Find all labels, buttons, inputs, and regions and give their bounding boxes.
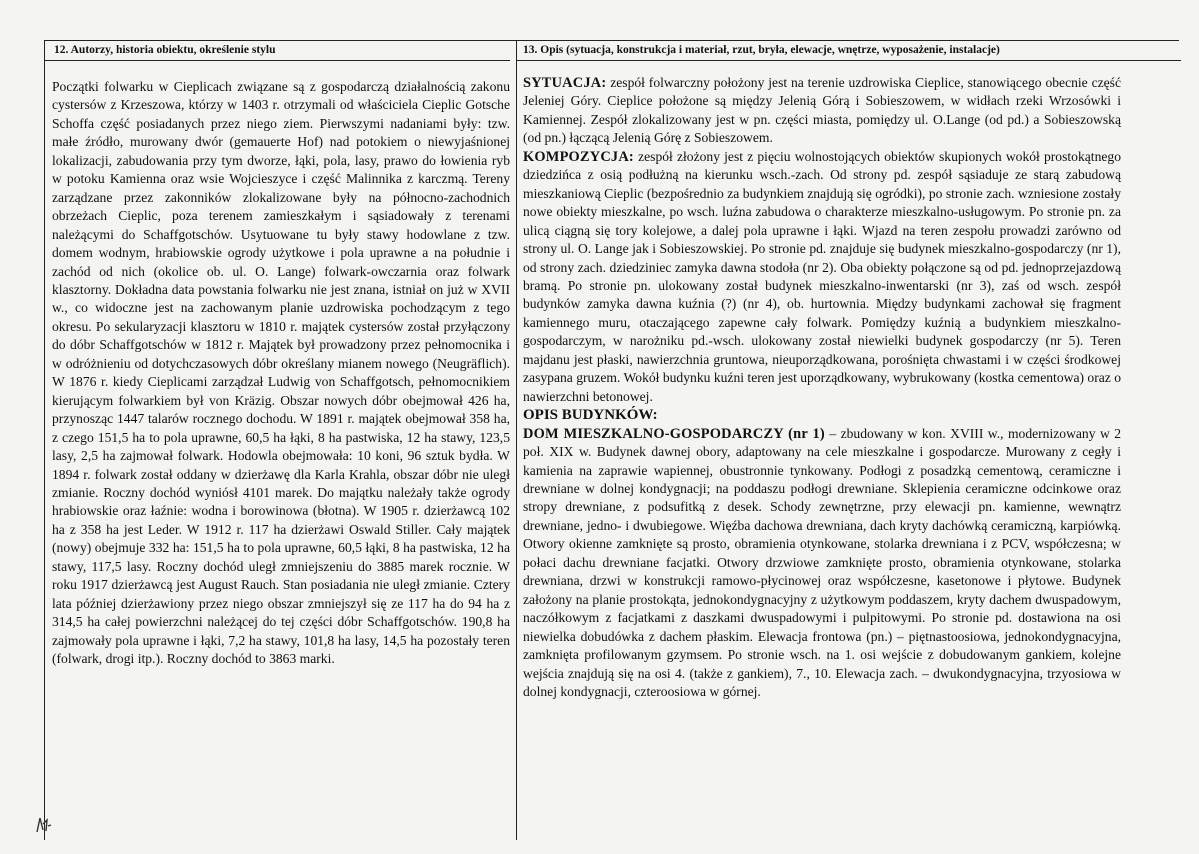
sytuacja-paragraph (523, 74, 1121, 148)
description-text (523, 74, 1121, 701)
sytuacja-label: SYTUACJA: (523, 75, 607, 91)
opis-budynkow-heading: OPIS BUDYNKÓW: (523, 407, 658, 424)
history-paragraph: Początki folwarku w Cieplicach związane są z gospodarczą działalnością zakonu cystersów z Krzeszowa, którzy w 1403 r. otrzymali od właściciela Cieplic Gotsche Schoffa część posiadanych przez niego ziem. Pierwszymi nadaniami były: tzw. małe źródło, murowany dwór (gemauerte Hof) nad potokiem o niewyjaśnionej lokalizacji, zabudowania przy tym dworze, łąki, pola, lasy, prawo do łowienia ryb w potoku Kamienna oraz wsie Wojcieszyce i część Malinnika z karczmą. Tereny zarządzane przez zakonników zlokalizowane były na północno-zachodnich obrzeżach Cieplic, poza terenem zamieszkałym i sąsiadowały z terenami należącymi do Schaffgotschów. Usytuowane tu były stawy hodowlane z tzw. domem wodnym, hrabiowskie ogrody użytkowe i pola uprawne a na południe i zachód od nich (okolice ob. ul. O. Lange) folwark-owczarnia oraz folwark klasztorny. Dokładna data powstania folwarku nie jest znana, istniał on już w XVII w., co widoczne jest na zachowanym planie uzdrowiska pochodzącym z tego okresu. Po sekularyzacji klasztoru w 1810 r. majątek cystersów został przyłączony do dóbr Schaffgotschów w 1812 r. Majątek był prowadzony przez pełnomocnika i w odróżnieniu od dotychczasowych dóbr określany mianem nowego (Neugräflich). W 1876 r. kiedy Cieplicami zarządzał Ludwig von Schaffgotsch, pełnomocnikiem kierującym folwarkiem był von Kräzig. Obszar nowych dóbr obejmował 426 ha, przynosząc 1447 talarów rocznego dochodu. W 1891 r. majątek obejmował 358 ha, z czego 151,5 ha to pola uprawne, 60,5 ha łąki, 8 ha pastwiska, 12 ha stawy, 123,5 lasy, 2,5 ha zajmował folwark. Hodowla obejmowała: 10 koni, 96 sztuk bydła. W 1894 r. folwark został oddany w dzierżawę dla Karla Krahla, obszar dóbr nie uległ zmianie. Roczny dochód wyniósł 4101 marek. Do majątku należały także ogrody hrabiowskie oraz łaźnie: wodna i borowinowa (błotna). W 1905 r. dzierżawcą 102 ha z 358 ha jest Leder. W 1912 r. 117 ha dzierżawi Oswald Stiller. Cały majątek (nowy) obejmuje 332 ha: 151,5 ha to pola uprawne, 60,5 łąki, 8 ha pastwiska, 12 ha stawy, 117,5 lasy. Roczny dochód uległ zmniejszeniu do 3885 marek rocznie. W roku 1917 dzierżawcą jest August Rauch. Stan posiadania nie uległ zmianie. Cztery lata później dzierżawiony przez niego obszar zmniejszył się ze 117 ha do 94 ha z 314,5 ha całej powierzchni należącej do tej części dóbr Schaffgotschów. 190,8 ha zajmowały pola uprawne i łąki, 7,2 ha stawy, 101,8 ha lasy, 14,5 ha pozostały teren (folwark, drogi itp.). Roczny dochód to 3863 marki. (52, 79, 510, 667)
table-left-border (44, 40, 45, 840)
column-divider (516, 40, 517, 840)
history-column (52, 42, 510, 669)
description-heading: 13. Opis (sytuacja, konstrukcja i materiał, rzut, bryła, elewacje, wnętrze, wyposażenie, instalacje) (517, 42, 1181, 61)
dom-paragraph (523, 425, 1121, 702)
description-column (523, 42, 1121, 701)
scan-mark-icon (34, 812, 54, 834)
sytuacja-text: zespół folwarczny położony jest na terenie uzdrowiska Cieplice, stanowiącego obecnie część Jeleniej Góry. Cieplice położone są między Jelenią Górą i Sobieszowem, w widłach rzeki Wrzosówki i Kamiennej. Zespół zlokalizowany jest w pn. części miasta, pomiędzy ul. O.Lange (od pd.) a Sobieszowską (od pn.) łączącą Jelenią Górę z Sobieszowem. (523, 75, 1121, 146)
dom-text: – zbudowany w kon. XVIII w., modernizowany w 2 poł. XIX w. Budynek dawnej obory, adaptowany na cele mieszkalne i gospodarcze. Murowany z cegły i kamienia na zaprawie wapiennej, obustronnie tynkowany. Podłogi z posadzką cementową, ceramiczne i drewniane w dolnej kondygnacji; na poddaszu podłogi drewniane. Sklepienia ceramiczne odcinkowe oraz stropy drewniane, z podsufitką z desek. Schody zewnętrzne, przy elewacji pn. kamienne, wewnątrz drewniane, jedno- i dwubiegowe. Więźba dachowa drewniana, dach kryty dachówką ceramiczną, karpiówką. Otwory okienne zamknięte są prosto, obramienia otynkowane, stolarka drewniana i z PCV, współczesna; w połaci dachu drewniane facjatki. Otwory drzwiowe zamknięte prosto, obramienia otynkowane, stolarka drewniana, drzwi w konstrukcji ramowo-płycinowej oraz współczesne, kasetonowe i płytowe. Budynek założony na planie prostokąta, jednokondygnacyjny z użytkowym poddaszem, kryty dachem dwuspadowym, naczółkowym z facjatkami z daszkami dwuspadowymi i pulpitowymi. Po stronie pd. dostawiona na osi niewielka dobudówka z dachem płaskim. Elewacja frontowa (pn.) – piętnastoosiowa, jednokondygnacyjna, zamknięta profilowanym gzymsem. Po stronie wsch. na 1. osi wejście z dobudowanym gankiem, kolejne wejścia znajdują się na osi 4. (także z gankiem), 7., 10. Elewacja zach. – dwukondygnacyjna, trzyosiowa w dolnej kondygnacji, czteroosiowa w górnej. (523, 425, 1121, 699)
history-heading: 12. Autorzy, historia obiektu, określenie stylu (45, 42, 510, 61)
dom-label: DOM MIESZKALNO-GOSPODARCZY (nr 1) (523, 425, 825, 442)
table-top-border (44, 40, 1179, 41)
kompozycja-label: KOMPOZYCJA: (523, 148, 634, 165)
history-text (52, 78, 510, 669)
kompozycja-paragraph (523, 148, 1121, 406)
kompozycja-text: zespół złożony jest z pięciu wolnostojących obiektów skupionych wokół prostokątnego dziedzińca z osią podłużną na kierunku wsch.-zach. Od strony pd. zespół sąsiaduje ze starą zabudową mieszkaniową Cieplic (bezpośrednio za budynkiem znajdują się ogródki), po stronie zach. wzniesione zostały nowe obiekty mieszkalne, po wsch. luźna zabudowa o charakterze mieszkalno-usługowym. Po stronie pn. za ulicą ciągną się tory kolejowe, a dalej pola uprawne i łąki. Wjazd na teren zespołu prowadzi zarówno od strony ul. O. Lange jak i Sobieszowskiej. Po stronie pd. znajduje się budynek mieszkalno-gospodarczy (nr 1), od strony zach. dziedziniec zamyka dawna stodoła (nr 2). Oba obiekty połączone są od pd. jednoprzejazdową bramą. Po stronie pn. ulokowany został budynek mieszkalno-inwentarski (nr 3), zaś od wsch. zespół budynków zamyka dawna kuźnia (?) (nr 4), ob. hurtownia. Między budynkami zachował się fragment kamiennego muru, otaczającego zapewne cały folwark. Pomiędzy kuźnią a budynkiem mieszkalno-gospodarczym, w narożniku pd.-wsch. ulokowany został niewielki budynek gospodarczy (nr 5). Teren majdanu jest płaski, nawierzchnia gruntowa, nieuporządkowana, porośnięta chwastami i w części środkowej zasypana gruzem. Wokół budynku kuźni teren jest uporządkowany, wybrukowany (kostka cementowa) oraz o nawierzchni betonowej. (523, 148, 1121, 404)
